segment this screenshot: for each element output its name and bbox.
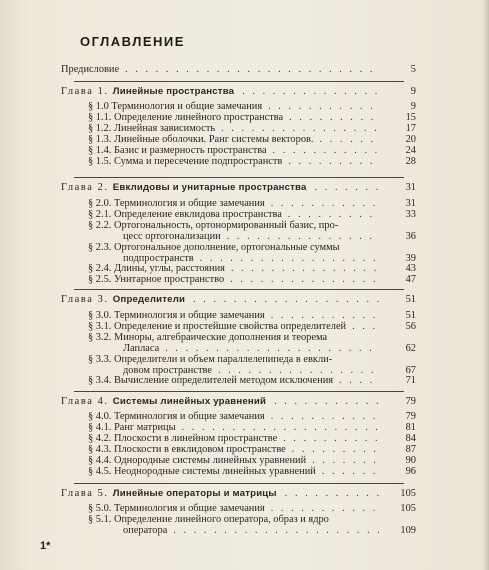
leader-dots: . . . . . . . . . . .: [270, 411, 378, 422]
leader-dots: . . .: [352, 320, 378, 332]
section-title: § 4.3. Плоскости в евклидовом пространстве: [88, 443, 286, 455]
section-page-number: 9: [410, 101, 416, 112]
chapter-label: Глава 1.: [61, 86, 113, 97]
leader-dots: . . . . . . . . . . . . . .: [242, 86, 380, 97]
leader-dots: . . . . . . . . . . .: [272, 144, 380, 156]
section-title: § 1.5. Сумма и пересечение подпространств: [88, 155, 283, 167]
chapter-heading: [61, 294, 185, 306]
section-title: § 1.1. Определение линейного пространства: [88, 111, 284, 123]
chapter-divider: [74, 289, 404, 290]
leader-dots: . . . . . . . . . . .: [268, 101, 376, 112]
section-page-number: 36: [405, 230, 416, 242]
section-page-number: 20: [405, 133, 416, 145]
chapter-label: Глава 5.: [61, 488, 113, 499]
section-page-number: 15: [405, 111, 416, 123]
leader-dots: . . . . . . . . . . . . . . . . . . . . . . . . .: [125, 64, 375, 75]
chapter-label: Глава 4.: [61, 396, 113, 407]
section-title: § 2.1. Определение евклидова пространства: [88, 208, 282, 220]
leader-dots: . . . . . .: [321, 465, 378, 477]
chapter-page-number: 31: [405, 182, 416, 193]
section-page-number: 79: [405, 411, 416, 422]
section-page-number: 17: [405, 122, 416, 134]
section-title: § 3.3. Определители и объем параллелепипеда в евкли-: [88, 353, 333, 365]
chapter-divider: [74, 483, 404, 484]
section-title-continued: цесс ортогонализации: [123, 230, 221, 242]
chapter-heading: [61, 182, 307, 194]
section-title: § 2.2. Ортогональность, ортонормированный базис, про-: [88, 219, 339, 231]
chapter-title: Евклидовы и унитарные пространства: [112, 182, 307, 193]
chapter-title: Определители: [112, 294, 186, 305]
leader-dots: . . . . . . . . .: [289, 111, 376, 123]
leader-dots: . . . . . . . . . . . . . . . . . . . . .: [165, 342, 375, 354]
leader-dots: . . . . . . . . .: [288, 155, 376, 167]
section-page-number: 24: [405, 144, 416, 156]
section-title: § 3.0. Терминология и общие замечания: [88, 310, 265, 321]
leader-dots: . . . . . . . . . . .: [270, 198, 378, 209]
section-page-number: 109: [400, 524, 416, 536]
chapter-page-number: 9: [410, 86, 416, 97]
chapter-title: Линейные пространства: [112, 86, 235, 97]
section-page-number: 81: [405, 421, 416, 433]
leader-dots: . . . .: [339, 375, 375, 387]
leader-dots: . . . . . . . . . . .: [270, 310, 378, 321]
chapter-title: Линейные операторы и матрицы: [112, 488, 277, 499]
leader-dots: . . . . . . .: [314, 182, 381, 193]
chapter-divider: [74, 391, 404, 392]
section-title: § 1.0 Терминология и общие замечания: [88, 101, 263, 112]
section-page-number: 43: [405, 263, 416, 275]
section-title: § 1.2. Линейная зависимость: [88, 122, 216, 134]
section-title: § 4.1. Ранг матрицы: [88, 421, 176, 433]
chapter-divider: [74, 81, 404, 82]
signature-mark: 1*: [40, 540, 51, 552]
section-title: § 4.2. Плоскости в линейном пространстве: [88, 432, 278, 444]
section-page-number: 90: [405, 454, 416, 466]
leader-dots: . . . . . . . . . . . . . . . . . . .: [193, 294, 382, 305]
section-page-number: 39: [405, 252, 416, 264]
section-page-number: 62: [405, 342, 416, 354]
section-title-continued: подпространств: [123, 252, 194, 264]
section-page-number: 87: [405, 443, 416, 455]
section-page-number: 47: [405, 274, 416, 286]
section-page-number: 51: [405, 310, 416, 321]
chapter-heading: [61, 86, 234, 98]
section-title: § 1.3. Линейные оболочки. Ранг системы векторов.: [88, 133, 314, 145]
section-title: § 4.4. Однородные системы линейных уравнений: [88, 454, 307, 466]
chapter-label: Глава 2.: [61, 182, 113, 193]
leader-dots: . . . . . . . . . . . . . . . .: [217, 364, 377, 376]
section-title: § 3.1. Определение и простейшие свойства определителей: [88, 320, 347, 332]
leader-dots: . . . . . . . . . . .: [274, 396, 382, 407]
leader-dots: . . . . . . . . . . . . . . .: [230, 263, 379, 275]
leader-dots: . . . . . . . . . . .: [270, 503, 378, 514]
chapter-label: Глава 3.: [61, 294, 113, 305]
leader-dots: . . . . . . . . .: [291, 443, 379, 455]
leader-dots: . . . . . . . . . . . . . . . . . . . .: [181, 421, 381, 433]
leader-dots: . . . . . . . . .: [287, 208, 375, 220]
preface-label: Предисловие: [61, 64, 120, 75]
chapter-title: Системы линейных уравнений: [112, 396, 267, 407]
chapter-heading: [61, 488, 277, 500]
leader-dots: . . . . . . . . . .: [283, 432, 381, 444]
leader-dots: . . . . . . . . . . . . . . . . . . . . .: [173, 524, 383, 536]
leader-dots: . . . . . . . . . . . . . . . . . .: [199, 252, 379, 264]
leader-dots: . . . . . . . . . . . . . . .: [226, 230, 375, 242]
section-title: § 2.3. Ортогональное дополнение, ортогональные суммы: [88, 241, 340, 253]
section-title-continued: довом пространстве: [123, 364, 212, 376]
section-page-number: 71: [405, 375, 416, 387]
preface-page-number: 5: [410, 64, 416, 75]
section-title: § 5.0. Терминология и общие замечания: [88, 503, 265, 514]
chapter-page-number: 79: [405, 396, 416, 407]
section-title-continued: оператора: [123, 524, 168, 536]
section-page-number: 67: [405, 364, 416, 376]
section-title: § 2.5. Унитарное пространство: [88, 274, 225, 286]
section-page-number: 84: [405, 432, 416, 444]
section-page-number: 56: [405, 320, 416, 332]
section-page-number: 33: [405, 208, 416, 220]
chapter-divider: [74, 177, 404, 178]
leader-dots: . . . . . .: [319, 133, 376, 145]
chapter-page-number: 105: [400, 488, 416, 499]
leader-dots: . . . . . . .: [312, 454, 379, 466]
section-title: § 2.4. Длины, углы, расстояния: [88, 263, 225, 275]
section-title: § 3.4. Вычисление определителей методом исключения: [88, 375, 334, 387]
leader-dots: . . . . . . . . . . . . . . .: [230, 274, 379, 286]
section-title: § 3.2. Миноры, алгебраические дополнения и теорема: [88, 331, 328, 343]
chapter-page-number: 51: [405, 294, 416, 305]
section-title: § 4.5. Неоднородные системы линейных уравнений: [88, 465, 316, 477]
leader-dots: . . . . . . . . . .: [284, 488, 382, 499]
section-page-number: 31: [405, 198, 416, 209]
section-page-number: 105: [400, 503, 416, 514]
section-title: § 4.0. Терминология и общие замечания: [88, 411, 265, 422]
chapter-heading: [61, 396, 266, 408]
section-title: § 1.4. Базис и размерность пространства: [88, 144, 267, 156]
section-page-number: 28: [405, 155, 416, 167]
section-page-number: 96: [405, 465, 416, 477]
section-title: § 5.1. Определение линейного оператора, образ и ядро: [88, 513, 329, 525]
leader-dots: . . . . . . . . . . . . . . . .: [221, 122, 380, 134]
section-title: § 2.0. Терминология и общие замечания: [88, 198, 265, 209]
page-title: ОГЛАВЛЕНИЕ: [80, 34, 185, 49]
section-title-continued: Лапласа: [123, 342, 160, 354]
page-edge-shadow: [483, 0, 489, 570]
